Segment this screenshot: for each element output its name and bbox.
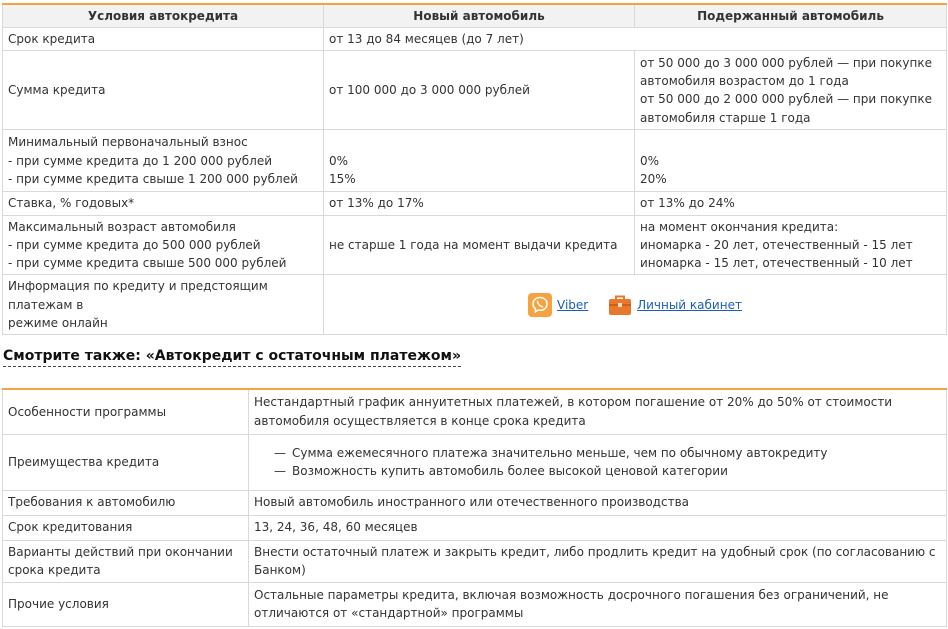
cell-line: Информация по кредиту и предстоящим платежам в [8,279,268,312]
row-label [3,540,249,582]
row-label [3,215,324,275]
row-label: Требования к автомобилю [3,490,249,515]
cell-line: от 50 000 до 3 000 000 рублей — при покупке [640,55,932,70]
table-row [3,434,947,490]
table-row [3,515,947,540]
cell-line: - при сумме кредита до 1 200 000 рублей [8,153,273,168]
cell-line: иномарка - 20 лет, отечественный - 15 лет [640,237,913,252]
row-label: Преимущества кредита [3,434,249,490]
table-row [3,28,947,51]
used-car-value [635,130,947,192]
list-item: — Сумма ежемесячного платежа значительно меньше, чем по обычному автокредиту [274,444,941,462]
viber-link[interactable]: Viber [557,297,589,312]
table-row [3,275,947,335]
list-item: — Возможность купить автомобиль более высокой ценовой категории [274,462,941,480]
cell-line: автомобиля старше 1 года [640,110,811,125]
header-used-car: Подержанный автомобиль [635,4,947,28]
viber-icon[interactable] [528,293,552,317]
header-conditions: Условия автокредита [3,4,324,28]
table-row [3,389,947,434]
row-label: Срок кредита [3,28,324,51]
cell-line: 20% [640,171,667,186]
cell-line: Нестандартный график аннуитетных платежей, в котором погашение от 20% до 50% от стоимости автомобиля [254,395,893,428]
table-row [3,51,947,130]
cell-line: осуществляется в конце срока кредита [333,413,586,428]
advantages-list [254,444,941,481]
row-value: Новый автомобиль иностранного или отечественного производства [249,490,947,515]
row-label: Срок кредитования [3,515,249,540]
header-new-car: Новый автомобиль [324,4,635,28]
viber-link-group[interactable] [528,293,588,317]
new-car-value [324,130,635,192]
table-row [3,490,947,515]
row-label: Сумма кредита [3,51,324,130]
row-label [3,130,324,192]
cell-line: режиме онлайн [8,316,108,331]
cell-line [329,133,629,151]
auto-loan-conditions-table [2,3,947,335]
row-label: Ставка, % годовых* [3,192,324,215]
see-also-link[interactable]: Смотрите также: «Автокредит с остаточным платежом» [3,346,461,367]
cell-line: - при сумме кредита свыше 500 000 рублей [8,256,287,271]
used-car-value [635,51,947,130]
row-value: от 13 до 84 месяцев (до 7 лет) [324,28,947,51]
row-value: Внести остаточный платеж и закрыть кредит, либо продлить кредит на удобный срок (по согласованию с Банком) [249,540,947,582]
cell-line: «стандартной» программы [351,606,524,620]
cell-line: автомобиля возрастом до 1 года [640,74,849,88]
table-row [3,540,947,582]
online-links-cell [324,275,947,335]
cell-line: 15% [329,171,356,186]
new-car-value: от 13% до 17% [324,192,635,215]
cabinet-link-group[interactable] [608,293,742,317]
cell-line [640,133,941,151]
briefcase-icon[interactable] [608,293,632,317]
new-car-value: от 100 000 до 3 000 000 рублей [324,51,635,130]
row-label [3,275,324,335]
row-label: Прочие условия [3,582,249,626]
used-car-value: от 13% до 24% [635,192,947,215]
table-row [3,582,947,626]
cell-line: 0% [640,153,660,168]
table-row [3,215,947,275]
row-label: Особенности программы [3,389,249,434]
cell-line: срока кредита [8,563,101,577]
row-value [249,582,947,626]
cell-line: Максимальный возраст автомобиля [8,219,236,234]
used-car-value [635,215,947,275]
table-header-row [3,4,947,28]
cell-line: Остальные параметры кредита, включая возможность досрочного погашения без ограничений, не отличаются от [254,587,889,620]
cell-line: Варианты действий при окончании [8,544,233,559]
cell-line: - при сумме кредита до 500 000 рублей [8,237,261,252]
cell-line: 0% [329,153,349,168]
cell-line: - при сумме кредита свыше 1 200 000 рублей [8,171,298,186]
new-car-value: не старше 1 года на момент выдачи кредита [324,215,635,275]
personal-cabinet-link[interactable]: Личный кабинет [637,297,742,312]
table-row [3,130,947,192]
table-row [3,192,947,215]
row-value: 13, 24, 36, 48, 60 месяцев [249,515,947,540]
row-value [249,389,947,434]
cell-line: от 50 000 до 2 000 000 рублей — при покупке [640,92,932,107]
row-value [249,434,947,490]
cell-line: Минимальный первоначальный взнос [8,135,248,150]
residual-payment-program-table [2,388,947,627]
cell-line: иномарка - 15 лет, отечественный - 10 лет [640,256,913,271]
cell-line: на момент окончания кредита: [640,219,839,234]
